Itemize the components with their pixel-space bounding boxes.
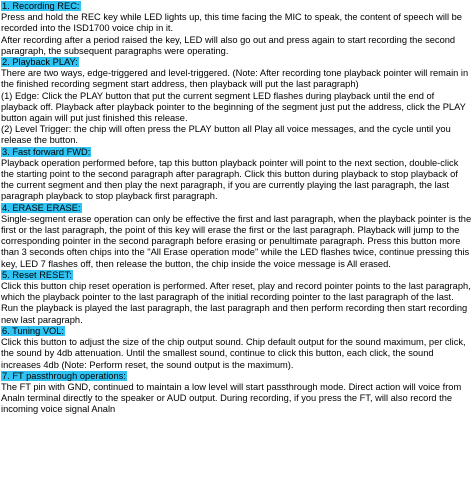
section-heading: [1, 371, 472, 382]
section-paragraph: The FT pin with GND, continued to maintain a low level will start passthrough mode. Direct action will voice from Analn terminal directly to the speaker or AUD output. During recording, if you press the FT, will also record the incoming voice signal Analn: [1, 381, 462, 415]
section-heading-text: 1. Recording REC:: [2, 1, 80, 11]
section-heading: [1, 203, 472, 214]
section-heading: [1, 270, 472, 281]
section-heading-text: 3. Fast forward FWD:: [2, 146, 91, 157]
section-paragraph: There are two ways, edge-triggered and level-triggered. (Note: After recording tone playback pointer will remain in the finished recording segment start address, then playback will put the last paragraph): [1, 68, 469, 90]
section-paragraph: (1) Edge: Click the PLAY button that put the current segment LED flashes during playback until the end of playback off. Playback after playback pointer to the beginning of the segment just put the address, click the PLAY button again will put just finished this release.: [1, 90, 466, 124]
section-paragraph: (2) Level Trigger: the chip will often press the PLAY button all Play all voice messages, and the cycle until you release the button.: [1, 124, 451, 146]
section-paragraph: Click this button to adjust the size of the chip output sound. Chip default output for the sound maximum, per click, the sound by 4db attenuation. Until the smallest sound, continue to click this button, each click, the sound increases 4db (Note: Perform reset, the sound output is the maximum).: [1, 337, 466, 370]
section-paragraph: After recording after a period raised the key, LED will also go out and press again to start recording the second paragraph, the subsequent paragraphs were operating.: [1, 34, 456, 56]
section-paragraph: Playback operation performed before, tap this button playback pointer will point to the next section, double-click the starting point to the second paragraph after paragraph. Click this button during playback to stop playback of the current segment and then play the next paragraph, if you are currently playing the last paragraph, the last paragraph playback to stop playback first paragraph.: [1, 157, 459, 202]
section-heading-text: 5. Reset RESET:: [2, 269, 72, 280]
section-paragraph: Press and hold the REC key while LED lights up, this time facing the MIC to speak, the content of speech will be recorded into the ISD1700 voice chip in it.: [1, 12, 462, 34]
section-heading: [1, 147, 472, 158]
section-paragraph: Click this button chip reset operation is performed. After reset, play and record pointer points to the last paragraph, which the playback pointer to the last paragraph of the initial recording pointer to the last paragraph of the last. Run the playback is played the last paragraph, the last paragraph and then perform recording then start recording new last paragraph.: [1, 281, 471, 325]
section-heading-text: 7. FT passthrough operations:: [2, 370, 126, 381]
section-heading-text: 4. ERASE ERASE:: [2, 202, 81, 213]
section-paragraph: Single-segment erase operation can only be effective the first and last paragraph, when the playback pointer is the first or the last paragraph, the point of this key will erase the first or the last paragraph. Playback will jump to the corresponding pointer in the second paragraph before erasing or penultimate paragraph. Press this button more than 3 seconds often chips into the "All Erase operation mode" while the LED flashes twice, continue pressing this key, LED 7 flashes off, then release the button, the chip inside the voice message is All erased.: [1, 213, 472, 269]
section-heading-text: 2. Playback PLAY:: [2, 57, 78, 68]
section-heading: [1, 326, 472, 337]
section-heading: [1, 57, 472, 68]
section-heading: [1, 1, 472, 12]
section-heading-text: 6. Tuning VOL:: [2, 325, 65, 336]
